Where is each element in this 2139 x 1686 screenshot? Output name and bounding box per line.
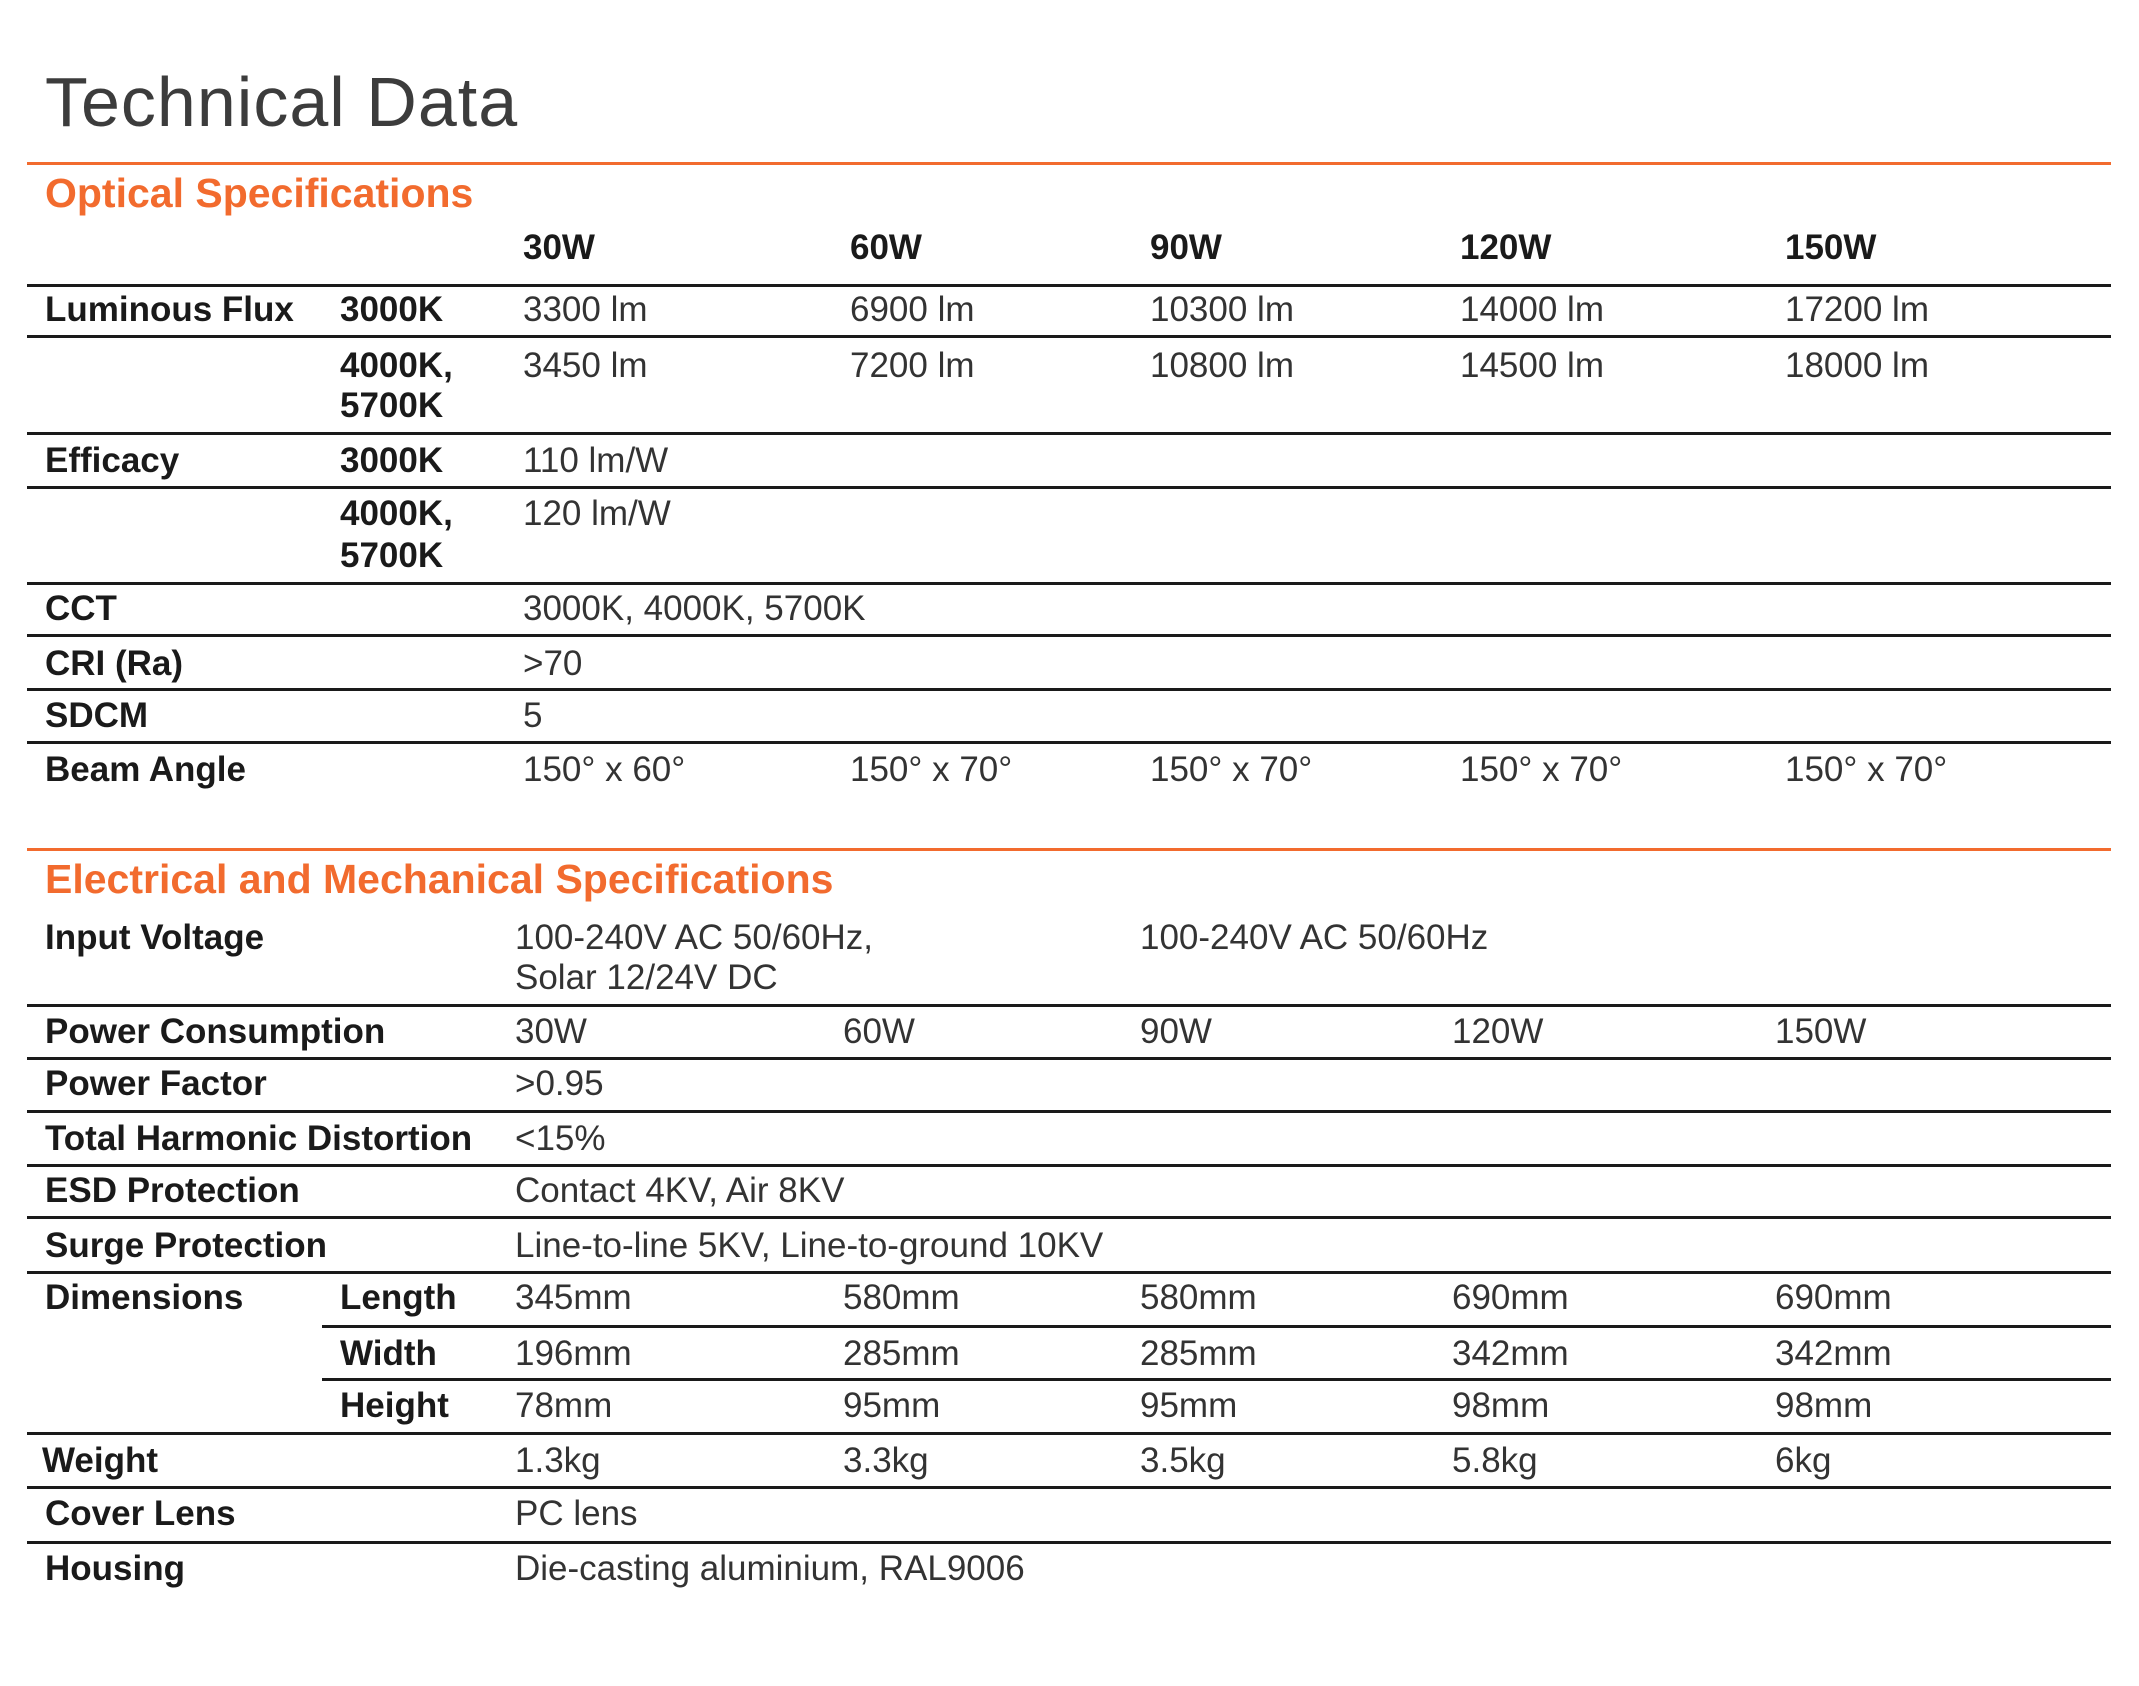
efficacy-sub-4000k: 4000K, bbox=[340, 494, 453, 533]
column-header-120w: 120W bbox=[1460, 228, 1552, 267]
cct-value: 3000K, 4000K, 5700K bbox=[523, 589, 866, 628]
height-60w: 95mm bbox=[843, 1386, 941, 1425]
width-150w: 342mm bbox=[1775, 1334, 1892, 1373]
luminous-flux-3000k-60w: 6900 lm bbox=[850, 290, 975, 329]
luminous-flux-3000k-120w: 14000 lm bbox=[1460, 290, 1604, 329]
length-60w: 580mm bbox=[843, 1278, 960, 1317]
sdcm-label: SDCM bbox=[45, 696, 149, 735]
luminous-flux-4000k-60w: 7200 lm bbox=[850, 346, 975, 385]
dimensions-height-label: Height bbox=[340, 1386, 449, 1425]
row-divider bbox=[27, 1432, 2111, 1435]
length-150w: 690mm bbox=[1775, 1278, 1892, 1317]
surge-protection-label: Surge Protection bbox=[45, 1226, 327, 1265]
efficacy-4000k-value: 120 lm/W bbox=[523, 494, 671, 533]
efficacy-sub-3000k: 3000K bbox=[340, 441, 444, 480]
row-divider bbox=[322, 1378, 2111, 1381]
cct-label: CCT bbox=[45, 589, 117, 628]
thd-value: <15% bbox=[515, 1119, 606, 1158]
cri-value: >70 bbox=[523, 644, 583, 683]
section-divider bbox=[27, 848, 2111, 851]
height-120w: 98mm bbox=[1452, 1386, 1550, 1425]
page-title: Technical Data bbox=[45, 63, 519, 141]
row-divider bbox=[27, 1216, 2111, 1219]
luminous-flux-4000k-150w: 18000 lm bbox=[1785, 346, 1929, 385]
height-90w: 95mm bbox=[1140, 1386, 1238, 1425]
row-divider bbox=[27, 1110, 2111, 1113]
weight-60w: 3.3kg bbox=[843, 1441, 929, 1480]
input-voltage-value-a-line1: 100-240V AC 50/60Hz, bbox=[515, 918, 874, 957]
column-header-30w: 30W bbox=[523, 228, 595, 267]
luminous-flux-sub-5700k: 5700K bbox=[340, 386, 444, 425]
row-divider bbox=[27, 1004, 2111, 1007]
row-divider bbox=[27, 1541, 2111, 1544]
housing-value: Die-casting aluminium, RAL9006 bbox=[515, 1549, 1025, 1588]
row-divider bbox=[27, 1057, 2111, 1060]
row-divider bbox=[27, 1486, 2111, 1489]
weight-label: Weight bbox=[42, 1441, 159, 1480]
dimensions-width-label: Width bbox=[340, 1334, 437, 1373]
width-60w: 285mm bbox=[843, 1334, 960, 1373]
power-consumption-90w: 90W bbox=[1140, 1012, 1212, 1051]
power-consumption-label: Power Consumption bbox=[45, 1012, 386, 1051]
esd-protection-value: Contact 4KV, Air 8KV bbox=[515, 1171, 845, 1210]
power-consumption-30w: 30W bbox=[515, 1012, 587, 1051]
section-divider bbox=[27, 162, 2111, 165]
efficacy-sub-5700k: 5700K bbox=[340, 536, 444, 575]
sdcm-value: 5 bbox=[523, 696, 543, 735]
row-divider bbox=[27, 1164, 2111, 1167]
height-30w: 78mm bbox=[515, 1386, 613, 1425]
input-voltage-value-b: 100-240V AC 50/60Hz bbox=[1140, 918, 1489, 957]
width-30w: 196mm bbox=[515, 1334, 632, 1373]
row-divider bbox=[27, 432, 2111, 435]
weight-90w: 3.5kg bbox=[1140, 1441, 1226, 1480]
row-divider bbox=[27, 486, 2111, 489]
power-consumption-120w: 120W bbox=[1452, 1012, 1544, 1051]
cri-label: CRI (Ra) bbox=[45, 644, 184, 683]
luminous-flux-3000k-90w: 10300 lm bbox=[1150, 290, 1294, 329]
beam-angle-150w: 150° x 70° bbox=[1785, 750, 1948, 789]
width-90w: 285mm bbox=[1140, 1334, 1257, 1373]
column-header-90w: 90W bbox=[1150, 228, 1222, 267]
beam-angle-120w: 150° x 70° bbox=[1460, 750, 1623, 789]
electrical-section-title: Electrical and Mechanical Specifications bbox=[45, 856, 834, 902]
optical-section-title: Optical Specifications bbox=[45, 170, 474, 216]
cover-lens-label: Cover Lens bbox=[45, 1494, 236, 1533]
surge-protection-value: Line-to-line 5KV, Line-to-ground 10KV bbox=[515, 1226, 1104, 1265]
luminous-flux-4000k-90w: 10800 lm bbox=[1150, 346, 1294, 385]
beam-angle-60w: 150° x 70° bbox=[850, 750, 1013, 789]
input-voltage-label: Input Voltage bbox=[45, 918, 265, 957]
thd-label: Total Harmonic Distortion bbox=[45, 1119, 473, 1158]
beam-angle-30w: 150° x 60° bbox=[523, 750, 686, 789]
row-divider bbox=[27, 634, 2111, 637]
luminous-flux-4000k-120w: 14500 lm bbox=[1460, 346, 1604, 385]
power-factor-label: Power Factor bbox=[45, 1064, 267, 1103]
power-consumption-60w: 60W bbox=[843, 1012, 915, 1051]
esd-protection-label: ESD Protection bbox=[45, 1171, 300, 1210]
row-divider bbox=[27, 582, 2111, 585]
weight-150w: 6kg bbox=[1775, 1441, 1832, 1480]
length-120w: 690mm bbox=[1452, 1278, 1569, 1317]
luminous-flux-3000k-30w: 3300 lm bbox=[523, 290, 648, 329]
efficacy-3000k-value: 110 lm/W bbox=[523, 441, 669, 480]
row-divider bbox=[27, 1271, 2111, 1274]
row-divider bbox=[27, 284, 2111, 287]
width-120w: 342mm bbox=[1452, 1334, 1569, 1373]
power-factor-value: >0.95 bbox=[515, 1064, 604, 1103]
dimensions-label: Dimensions bbox=[45, 1278, 244, 1317]
beam-angle-label: Beam Angle bbox=[45, 750, 246, 789]
row-divider bbox=[27, 688, 2111, 691]
weight-30w: 1.3kg bbox=[515, 1441, 601, 1480]
efficacy-label: Efficacy bbox=[45, 441, 180, 480]
height-150w: 98mm bbox=[1775, 1386, 1873, 1425]
length-90w: 580mm bbox=[1140, 1278, 1257, 1317]
dimensions-length-label: Length bbox=[340, 1278, 457, 1317]
input-voltage-value-a-line2: Solar 12/24V DC bbox=[515, 958, 778, 997]
length-30w: 345mm bbox=[515, 1278, 632, 1317]
row-divider bbox=[27, 741, 2111, 744]
row-divider bbox=[27, 335, 2111, 338]
housing-label: Housing bbox=[45, 1549, 185, 1588]
cover-lens-value: PC lens bbox=[515, 1494, 638, 1533]
power-consumption-150w: 150W bbox=[1775, 1012, 1867, 1051]
weight-120w: 5.8kg bbox=[1452, 1441, 1538, 1480]
beam-angle-90w: 150° x 70° bbox=[1150, 750, 1313, 789]
column-header-150w: 150W bbox=[1785, 228, 1877, 267]
column-header-60w: 60W bbox=[850, 228, 922, 267]
row-divider bbox=[322, 1325, 2111, 1328]
luminous-flux-sub-4000k: 4000K, bbox=[340, 346, 453, 385]
luminous-flux-label: Luminous Flux bbox=[45, 290, 294, 329]
luminous-flux-sub-3000k: 3000K bbox=[340, 290, 444, 329]
luminous-flux-4000k-30w: 3450 lm bbox=[523, 346, 648, 385]
luminous-flux-3000k-150w: 17200 lm bbox=[1785, 290, 1929, 329]
